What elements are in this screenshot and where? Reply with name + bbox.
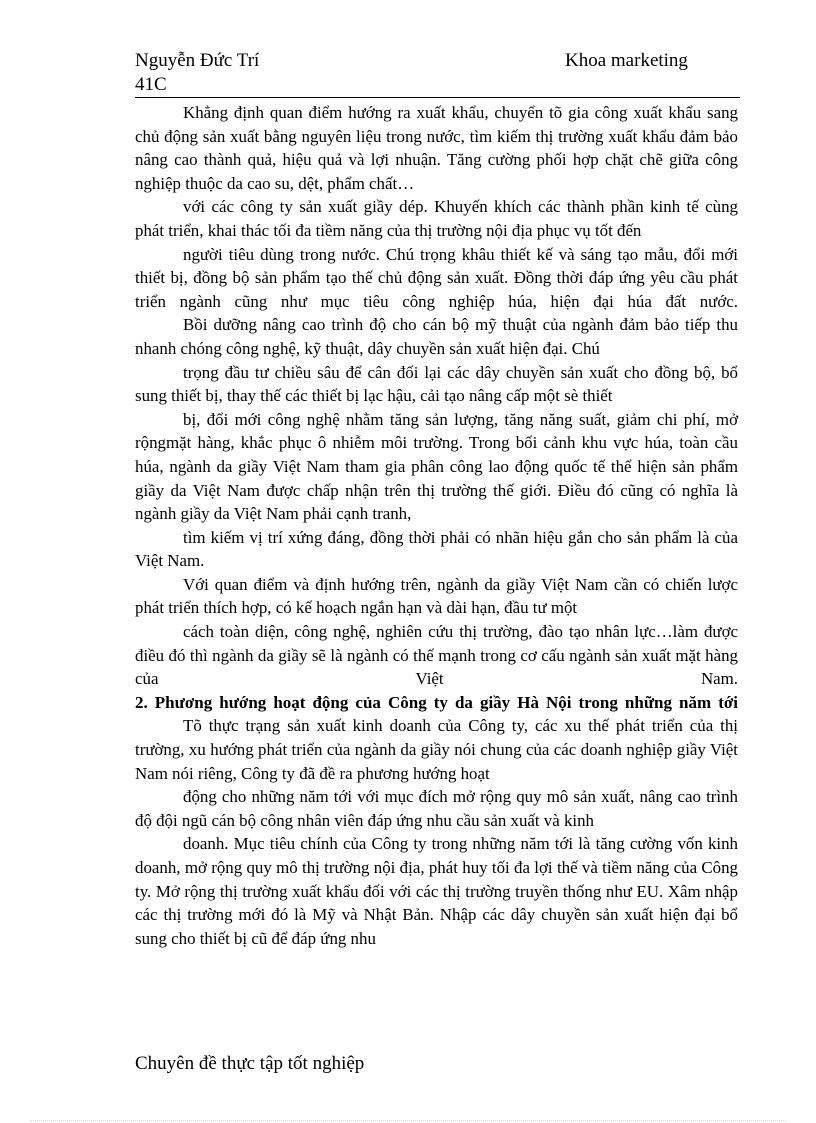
header-author: Nguyễn Đức Trí [135,50,260,71]
paragraph-8: Với quan điểm và định hướng trên, ngành da giầy Việt Nam cần có chiến lược phát triển thích hợp, có kế hoạch ngắn hạn và dài hạn, đầu tư một [135,574,738,618]
paragraph-12: doanh. Mục tiêu chính của Công ty trong những năm tới là tăng cường vốn kinh doanh, mở rộng quy mô thị trường nội địa, phát huy tối đa lợi thế và tiềm năng của Công ty. Mở rộng thị trường xuất khẩu đối với các thị trường truyền thống như EU. Xâm nhập các thị trường mới đó là Mỹ và Nhật Bản. Nhập các dây chuyền sản xuất hiện đại bổ sung cho thiết bị cũ để đáp ứng nhu [135,834,738,948]
paragraph-6: bị, đổi mới công nghệ nhằm tăng sản lượng, tăng năng suất, giảm chi phí, mở rộngmặt hàng, khắc phục ô nhiễm môi trường. Trong bối cảnh khu vực húa, toàn cầu húa, ngành da giầy Việt Nam tham gia phân công lao động quốc tế thể hiện sản phẩm giầy da Việt Nam được chấp nhận trên thị trường thế giới. Điều đó cũng có nghĩa là ngành giầy da Việt Nam phải cạnh tranh, [135,409,738,524]
header-rule [135,97,740,98]
paragraph-10: Tõ thực trạng sản xuất kinh doanh của Công ty, các xu thế phát triển của thị trường, xu hướng phát triển của ngành da giầy nói chung của các doanh nghiệp giầy Việt Nam nói riêng, Công ty đã đề ra phương hướng hoạt [135,716,738,783]
paragraph-7: tìm kiếm vị trí xứng đáng, đồng thời phải có nhãn hiệu gắn cho sản phẩm là của Việt Nam. [135,527,738,571]
paragraph-1: Khẳng định quan điểm hướng ra xuất khẩu, chuyển tõ gia công xuất khẩu sang chủ động sản xuất bằng nguyên liệu trong nước, tìm kiếm thị trường xuất khẩu đảm bảo nâng cao thành quả, hiệu quả và lợi nhuận. Tăng cường phối hợp chặt chẽ giữa công nghiệp thuộc da cao su, dệt, phẩm chất… [135,103,738,193]
header-class: 41C [135,74,167,95]
paragraph-9: cách toàn diện, công nghệ, nghiên cứu thị trường, đào tạo nhân lực…làm được điều đó thì ngành da giầy sẽ là ngành có thế mạnh trong cơ cấu ngành sản xuất mặt hàng của Việt Nam. [135,622,738,689]
paragraph-4: Bồi dưỡng nâng cao trình độ cho cán bộ mỹ thuật của ngành đảm bảo tiếp thu nhanh chóng công nghệ, kỹ thuật, dây chuyền sản xuất hiện đại. Chú [135,315,738,358]
page-bottom-border [30,1120,786,1121]
paragraph-3: người tiêu dùng trong nước. Chú trọng khâu thiết kế và sáng tạo mẫu, đổi mới thiết bị, đồng bộ sản phẩm tạo thế chủ động sản xuất. Đồng thời đáp ứng yêu cầu phát triển ngành cũng như mục tiêu công nghiệp húa, hiện đại húa đất nước. [135,244,738,311]
header-department: Khoa marketing [565,50,688,71]
paragraph-11: động cho những năm tới với mục đích mở rộng quy mô sản xuất, nâng cao trình độ đội ngũ cán bộ công nhân viên đáp ứng nhu cầu sản xuất và kinh [135,787,738,830]
paragraph-5: trọng đầu tư chiều sâu để cân đối lại các dây chuyền sản xuất cho đồng bộ, bổ sung thiết bị, thay thế các thiết bị lạc hậu, cải tạo nâng cấp một sè thiết [135,362,738,406]
footer-title: Chuyên đề thực tập tốt nghiệp [135,1053,365,1074]
section-heading: 2. Phương hướng hoạt động của Công ty da giầy Hà Nội trong những năm tới [135,692,738,712]
body-text [135,101,738,950]
paragraph-2: với các công ty sản xuất giầy dép. Khuyến khích các thành phần kinh tế cùng phát triển, khai thác tối đa tiềm năng của thị trường nội địa phục vụ tốt đến [135,197,738,240]
